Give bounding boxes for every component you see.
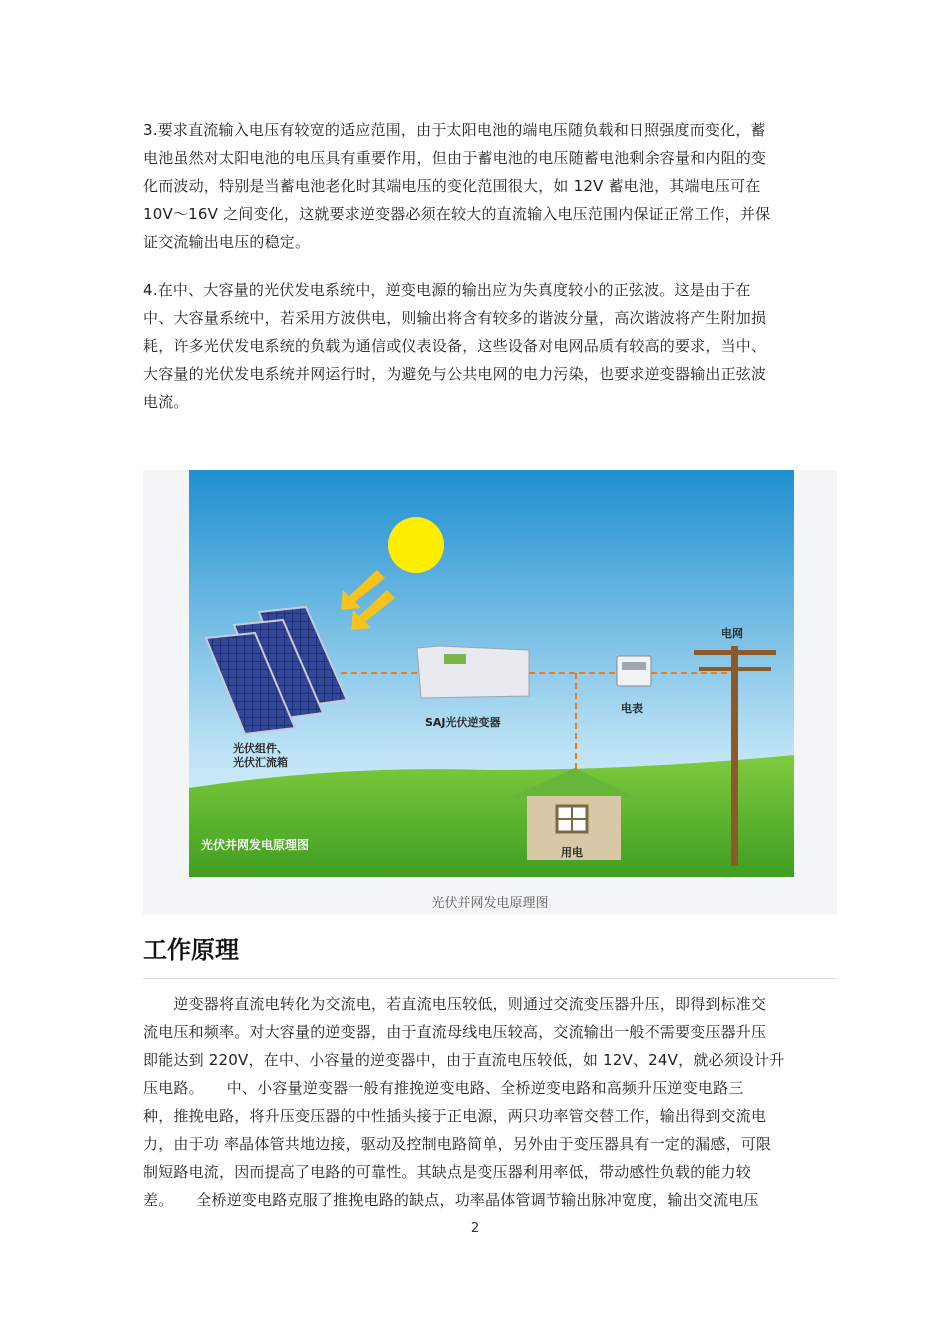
diagram-title: 光伏并网发电原理图 <box>201 838 310 852</box>
meter-icon <box>617 656 651 686</box>
text-line: 制短路电流，因而提高了电路的可靠性。其缺点是变压器利用率低，带动感性负载的能力较 <box>143 1163 752 1181</box>
label-panels-1: 光伏组件、 <box>233 742 288 755</box>
label-meter: 电表 <box>621 702 643 715</box>
text-line: 逆变器将直流电转化为交流电，若直流电压较低，则通过交流变压器升压，即得到标准交 <box>143 995 767 1013</box>
pv-grid-diagram-figure <box>143 470 837 915</box>
text-line: 压电路。 中、小容量逆变器一般有推挽逆变电路、全桥逆变电路和高频升压逆变电路三 <box>143 1079 744 1097</box>
text-line: 力，由于功 率晶体管共地边接，驱动及控制电路简单，另外由于变压器具有一定的漏感，可限 <box>143 1135 772 1153</box>
page-number: 2 <box>470 1221 480 1236</box>
sun-icon <box>388 517 444 573</box>
paragraph-requirement-4 <box>143 276 837 416</box>
text-line: 3.要求直流输入电压有较宽的适应范围，由于太阳电池的端电压随负载和日照强度而变化，蓄 <box>143 121 766 139</box>
label-usage: 用电 <box>561 846 583 859</box>
text-line: 10V～16V 之间变化，这就要求逆变器必须在较大的直流输入电压范围内保证正常工作，并保 <box>143 205 771 223</box>
paragraph-working-principle <box>143 990 837 1214</box>
text-line: 大容量的光伏发电系统并网运行时，为避免与公共电网的电力污染，也要求逆变器输出正弦波 <box>143 365 767 383</box>
text-line: 电流。 <box>143 393 189 411</box>
label-panels-2: 光伏汇流箱 <box>233 756 288 769</box>
text-line: 耗，许多光伏发电系统的负载为通信或仪表设备，这些设备对电网品质有较高的要求，当中、 <box>143 337 767 355</box>
section-divider <box>143 978 837 979</box>
text-line: 中、大容量系统中，若采用方波供电，则输出将含有较多的谐波分量，高次谐波将产生附加损 <box>143 309 767 327</box>
text-line: 4.在中、大容量的光伏发电系统中，逆变电源的输出应为失真度较小的正弦波。这是由于在 <box>143 281 751 299</box>
label-inverter: SAJ光伏逆变器 <box>425 716 501 729</box>
text-line: 化而波动，特别是当蓄电池老化时其端电压的变化范围很大，如 12V 蓄电池，其端电压可在 <box>143 177 761 195</box>
text-line: 即能达到 220V，在中、小容量的逆变器中，由于直流电压较低，如 12V、24V，就必须设计升 <box>143 1051 785 1069</box>
text-line: 电池虽然对太阳电池的电压具有重要作用，但由于蓄电池的电压随蓄电池剩余容量和内阻的变 <box>143 149 767 167</box>
pv-grid-diagram <box>189 470 794 877</box>
text-line: 证交流输出电压的稳定。 <box>143 233 311 251</box>
inverter-icon <box>417 646 529 698</box>
label-grid: 电网 <box>721 627 743 640</box>
text-line: 种，推挽电路，将升压变压器的中性插头接于正电源，两只功率管交替工作，输出得到交流电 <box>143 1107 767 1125</box>
paragraph-requirement-3 <box>143 116 837 256</box>
section-title: 工作原理 <box>143 936 239 964</box>
text-line: 差。 全桥逆变电路克服了推挽电路的缺点，功率晶体管调节输出脉冲宽度，输出交流电压 <box>143 1191 759 1209</box>
figure-caption: 光伏并网发电原理图 <box>431 896 549 911</box>
text-line: 流电压和频率。对大容量的逆变器，由于直流母线电压较高，交流输出一般不需要变压器升压 <box>143 1023 767 1041</box>
